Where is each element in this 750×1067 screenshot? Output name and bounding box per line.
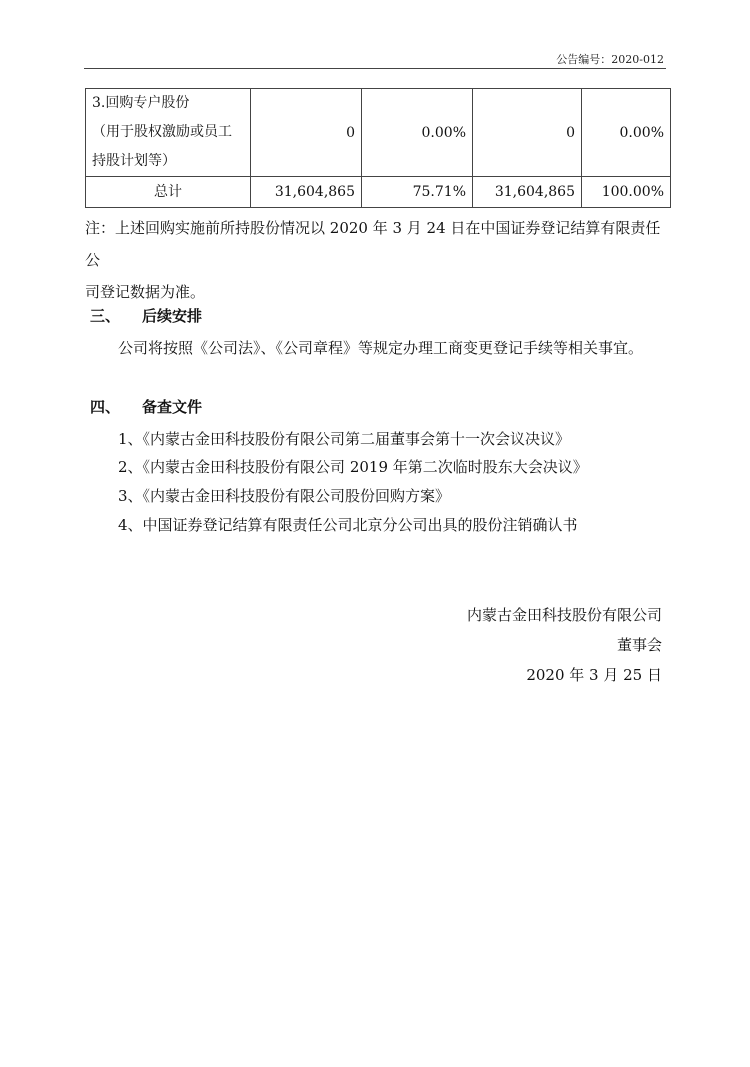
- pct-after-cell: 0.00%: [582, 89, 671, 177]
- table-row-total: [86, 177, 671, 208]
- row-name-cell: [86, 89, 251, 177]
- total-label-cell: 总计: [86, 177, 251, 208]
- table-note: [85, 212, 670, 308]
- row-name-line: 持股计划等）: [92, 153, 176, 169]
- list-item: 1、《内蒙古金田科技股份有限公司第二届董事会第十一次会议决议》: [118, 430, 571, 448]
- note-line: 注：上述回购实施前所持股份情况以 2020 年 3 月 24 日在中国证券登记结算有限责任公: [85, 219, 661, 269]
- list-item: 3、《内蒙古金田科技股份有限公司股份回购方案》: [118, 487, 451, 505]
- header-rule: [84, 68, 666, 69]
- shares-before-cell: 31,604,865: [251, 177, 362, 208]
- note-line: 司登记数据为准。: [85, 283, 206, 301]
- pct-after-cell: 100.00%: [582, 177, 671, 208]
- pct-before-cell: 75.71%: [362, 177, 473, 208]
- signature-date: 2020 年 3 月 25 日: [526, 666, 662, 684]
- list-item: 2、《内蒙古金田科技股份有限公司 2019 年第二次临时股东大会决议》: [118, 458, 588, 476]
- signature-company: 内蒙古金田科技股份有限公司: [466, 606, 662, 624]
- section-3-body: 公司将按照《公司法》、《公司章程》等规定办理工商变更登记手续等相关事宜。: [118, 339, 644, 357]
- shares-after-cell: 31,604,865: [473, 177, 582, 208]
- shareholding-table: [85, 88, 671, 208]
- list-item: 4、中国证券登记结算有限责任公司北京分公司出具的股份注销确认书: [118, 516, 578, 534]
- section-4-title: 备查文件: [142, 398, 203, 416]
- section-4-heading: [90, 396, 202, 417]
- announcement-number: 公告编号：2020-012: [556, 53, 664, 66]
- shares-before-cell: 0: [251, 89, 362, 177]
- section-3-number: 三、: [90, 307, 121, 325]
- row-name-line: （用于股权激励或员工: [92, 124, 232, 140]
- section-3-heading: [90, 305, 202, 326]
- pct-before-cell: 0.00%: [362, 89, 473, 177]
- row-name-line: 3.回购专户股份: [92, 95, 190, 111]
- signature-board: 董事会: [616, 636, 662, 654]
- table-row: [86, 89, 671, 177]
- shares-after-cell: 0: [473, 89, 582, 177]
- section-4-number: 四、: [90, 398, 121, 416]
- section-3-title: 后续安排: [142, 307, 203, 325]
